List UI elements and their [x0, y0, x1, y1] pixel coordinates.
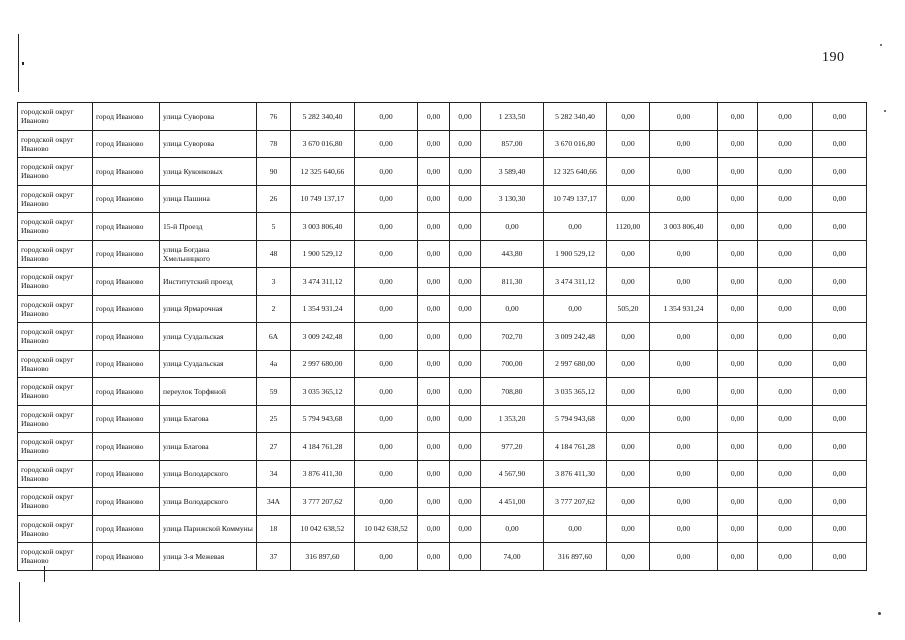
value-cell: 0,00 — [650, 543, 718, 571]
street-cell: улица Пашина — [160, 185, 257, 213]
okrug-cell: городской округ Иваново — [18, 268, 93, 296]
value-cell: 3 009 242,48 — [544, 323, 607, 351]
value-cell: 0,00 — [813, 488, 867, 516]
value-cell: 0,00 — [813, 295, 867, 323]
value-cell: 0,00 — [355, 103, 418, 131]
value-cell: 0,00 — [450, 543, 481, 571]
table-row — [18, 350, 867, 378]
binding-mark — [19, 582, 20, 622]
value-cell: 12 325 640,66 — [544, 158, 607, 186]
street-cell: улица Суворова — [160, 130, 257, 158]
value-cell: 0,00 — [813, 515, 867, 543]
house-cell: 90 — [257, 158, 291, 186]
value-cell: 0,00 — [718, 295, 758, 323]
value-cell: 0,00 — [607, 378, 650, 406]
table-row — [18, 433, 867, 461]
value-cell: 0,00 — [544, 515, 607, 543]
street-cell: Институтский проезд — [160, 268, 257, 296]
value-cell: 0,00 — [813, 433, 867, 461]
value-cell: 0,00 — [418, 323, 450, 351]
value-cell: 0,00 — [355, 433, 418, 461]
value-cell: 0,00 — [650, 405, 718, 433]
value-cell: 0,00 — [650, 433, 718, 461]
value-cell: 0,00 — [607, 103, 650, 131]
value-cell: 1 233,50 — [481, 103, 544, 131]
value-cell: 0,00 — [718, 433, 758, 461]
value-cell: 0,00 — [607, 488, 650, 516]
city-cell: город Иваново — [93, 433, 160, 461]
value-cell: 316 897,60 — [291, 543, 355, 571]
value-cell: 0,00 — [650, 350, 718, 378]
house-cell: 48 — [257, 240, 291, 268]
value-cell: 0,00 — [813, 378, 867, 406]
street-cell: улица Благова — [160, 405, 257, 433]
value-cell: 0,00 — [718, 268, 758, 296]
value-cell: 0,00 — [650, 158, 718, 186]
value-cell: 0,00 — [813, 103, 867, 131]
value-cell: 0,00 — [718, 543, 758, 571]
value-cell: 811,30 — [481, 268, 544, 296]
value-cell: 0,00 — [355, 488, 418, 516]
value-cell: 0,00 — [758, 240, 813, 268]
value-cell: 0,00 — [418, 268, 450, 296]
value-cell: 0,00 — [813, 543, 867, 571]
value-cell: 0,00 — [607, 323, 650, 351]
value-cell: 10 042 638,52 — [355, 515, 418, 543]
value-cell: 0,00 — [718, 515, 758, 543]
value-cell: 1 353,20 — [481, 405, 544, 433]
value-cell: 0,00 — [650, 268, 718, 296]
house-cell: 6А — [257, 323, 291, 351]
street-cell: улица Богдана Хмельницкого — [160, 240, 257, 268]
value-cell: 0,00 — [450, 103, 481, 131]
value-cell: 0,00 — [813, 460, 867, 488]
value-cell: 3 474 311,12 — [291, 268, 355, 296]
value-cell: 0,00 — [718, 213, 758, 241]
street-cell: улица 3-я Межевая — [160, 543, 257, 571]
value-cell: 0,00 — [355, 543, 418, 571]
house-cell: 37 — [257, 543, 291, 571]
value-cell: 1120,00 — [607, 213, 650, 241]
okrug-cell: городской округ Иваново — [18, 433, 93, 461]
value-cell: 0,00 — [718, 350, 758, 378]
value-cell: 0,00 — [758, 515, 813, 543]
value-cell: 0,00 — [418, 460, 450, 488]
value-cell: 0,00 — [718, 488, 758, 516]
house-cell: 18 — [257, 515, 291, 543]
value-cell: 0,00 — [418, 405, 450, 433]
value-cell: 0,00 — [355, 323, 418, 351]
value-cell: 0,00 — [450, 433, 481, 461]
value-cell: 10 042 638,52 — [291, 515, 355, 543]
table-row — [18, 543, 867, 571]
value-cell: 0,00 — [650, 378, 718, 406]
value-cell: 0,00 — [650, 130, 718, 158]
value-cell: 0,00 — [450, 405, 481, 433]
value-cell: 0,00 — [718, 185, 758, 213]
value-cell: 0,00 — [607, 350, 650, 378]
value-cell: 0,00 — [450, 240, 481, 268]
value-cell: 4 567,90 — [481, 460, 544, 488]
table-row — [18, 460, 867, 488]
value-cell: 3 003 806,40 — [291, 213, 355, 241]
street-cell: улица Суздальская — [160, 350, 257, 378]
value-cell: 1 354 931,24 — [291, 295, 355, 323]
value-cell: 0,00 — [650, 240, 718, 268]
value-cell: 4 184 761,28 — [544, 433, 607, 461]
value-cell: 12 325 640,66 — [291, 158, 355, 186]
table-row — [18, 378, 867, 406]
value-cell: 0,00 — [607, 433, 650, 461]
value-cell: 0,00 — [650, 488, 718, 516]
value-cell: 0,00 — [418, 350, 450, 378]
value-cell: 0,00 — [418, 130, 450, 158]
scan-speck — [878, 612, 881, 615]
value-cell: 3 876 411,30 — [544, 460, 607, 488]
table-row — [18, 213, 867, 241]
house-cell: 34А — [257, 488, 291, 516]
city-cell: город Иваново — [93, 130, 160, 158]
value-cell: 0,00 — [450, 515, 481, 543]
value-cell: 702,70 — [481, 323, 544, 351]
value-cell: 0,00 — [813, 240, 867, 268]
okrug-cell: городской округ Иваново — [18, 350, 93, 378]
value-cell: 0,00 — [355, 460, 418, 488]
value-cell: 0,00 — [355, 295, 418, 323]
value-cell: 857,00 — [481, 130, 544, 158]
value-cell: 3 876 411,30 — [291, 460, 355, 488]
table-row — [18, 295, 867, 323]
value-cell: 0,00 — [355, 405, 418, 433]
value-cell: 0,00 — [450, 268, 481, 296]
street-cell: улица Ярмарочная — [160, 295, 257, 323]
city-cell: город Иваново — [93, 378, 160, 406]
value-cell: 0,00 — [355, 213, 418, 241]
value-cell: 2 997 680,00 — [291, 350, 355, 378]
value-cell: 0,00 — [650, 323, 718, 351]
value-cell: 0,00 — [481, 295, 544, 323]
value-cell: 0,00 — [418, 543, 450, 571]
value-cell: 0,00 — [607, 185, 650, 213]
value-cell: 0,00 — [758, 350, 813, 378]
value-cell: 0,00 — [718, 405, 758, 433]
okrug-cell: городской округ Иваново — [18, 405, 93, 433]
city-cell: город Иваново — [93, 240, 160, 268]
value-cell: 10 749 137,17 — [544, 185, 607, 213]
value-cell: 0,00 — [355, 158, 418, 186]
value-cell: 0,00 — [355, 350, 418, 378]
value-cell: 3 009 242,48 — [291, 323, 355, 351]
value-cell: 0,00 — [450, 295, 481, 323]
binding-mark — [22, 62, 24, 65]
value-cell: 0,00 — [450, 350, 481, 378]
value-cell: 0,00 — [607, 158, 650, 186]
value-cell: 3 035 365,12 — [544, 378, 607, 406]
street-cell: переулок Торфяной — [160, 378, 257, 406]
city-cell: город Иваново — [93, 103, 160, 131]
value-cell: 0,00 — [758, 378, 813, 406]
value-cell: 3 035 365,12 — [291, 378, 355, 406]
value-cell: 2 997 680,00 — [544, 350, 607, 378]
value-cell: 0,00 — [355, 268, 418, 296]
value-cell: 0,00 — [450, 130, 481, 158]
value-cell: 0,00 — [450, 323, 481, 351]
value-cell: 1 900 529,12 — [291, 240, 355, 268]
house-cell: 34 — [257, 460, 291, 488]
binding-mark — [18, 34, 19, 92]
okrug-cell: городской округ Иваново — [18, 378, 93, 406]
value-cell: 0,00 — [450, 158, 481, 186]
value-cell: 0,00 — [450, 213, 481, 241]
value-cell: 0,00 — [813, 130, 867, 158]
value-cell: 0,00 — [758, 460, 813, 488]
house-cell: 59 — [257, 378, 291, 406]
city-cell: город Иваново — [93, 488, 160, 516]
value-cell: 0,00 — [418, 185, 450, 213]
value-cell: 0,00 — [355, 240, 418, 268]
table-row — [18, 240, 867, 268]
city-cell: город Иваново — [93, 350, 160, 378]
data-table — [17, 102, 867, 571]
value-cell: 5 794 943,68 — [291, 405, 355, 433]
value-cell: 0,00 — [813, 350, 867, 378]
value-cell: 0,00 — [758, 213, 813, 241]
table-row — [18, 405, 867, 433]
value-cell: 0,00 — [607, 515, 650, 543]
value-cell: 0,00 — [758, 488, 813, 516]
value-cell: 0,00 — [450, 488, 481, 516]
value-cell: 0,00 — [758, 130, 813, 158]
okrug-cell: городской округ Иваново — [18, 185, 93, 213]
value-cell: 3 589,40 — [481, 158, 544, 186]
value-cell: 0,00 — [450, 185, 481, 213]
okrug-cell: городской округ Иваново — [18, 130, 93, 158]
value-cell: 1 900 529,12 — [544, 240, 607, 268]
value-cell: 0,00 — [718, 240, 758, 268]
house-cell: 5 — [257, 213, 291, 241]
value-cell: 0,00 — [650, 460, 718, 488]
value-cell: 0,00 — [650, 515, 718, 543]
value-cell: 0,00 — [813, 268, 867, 296]
value-cell: 0,00 — [481, 213, 544, 241]
value-cell: 0,00 — [718, 158, 758, 186]
value-cell: 0,00 — [607, 130, 650, 158]
value-cell: 0,00 — [418, 295, 450, 323]
table-row — [18, 323, 867, 351]
value-cell: 708,80 — [481, 378, 544, 406]
value-cell: 0,00 — [758, 103, 813, 131]
value-cell: 3 777 207,62 — [544, 488, 607, 516]
value-cell: 0,00 — [758, 185, 813, 213]
okrug-cell: городской округ Иваново — [18, 460, 93, 488]
value-cell: 0,00 — [758, 323, 813, 351]
value-cell: 0,00 — [607, 460, 650, 488]
city-cell: город Иваново — [93, 515, 160, 543]
value-cell: 443,80 — [481, 240, 544, 268]
street-cell: улица Парижской Коммуны — [160, 515, 257, 543]
value-cell: 0,00 — [718, 460, 758, 488]
value-cell: 0,00 — [607, 543, 650, 571]
street-cell: улица Володарского — [160, 460, 257, 488]
house-cell: 25 — [257, 405, 291, 433]
scan-speck — [884, 110, 886, 112]
value-cell: 0,00 — [355, 185, 418, 213]
scan-speck — [880, 44, 882, 46]
value-cell: 0,00 — [650, 185, 718, 213]
value-cell: 700,00 — [481, 350, 544, 378]
street-cell: улица Суворова — [160, 103, 257, 131]
value-cell: 1 354 931,24 — [650, 295, 718, 323]
value-cell: 0,00 — [813, 323, 867, 351]
value-cell: 0,00 — [650, 103, 718, 131]
value-cell: 10 749 137,17 — [291, 185, 355, 213]
value-cell: 0,00 — [418, 158, 450, 186]
value-cell: 0,00 — [355, 378, 418, 406]
street-cell: 15-й Проезд — [160, 213, 257, 241]
value-cell: 0,00 — [418, 378, 450, 406]
table-row — [18, 268, 867, 296]
value-cell: 0,00 — [607, 268, 650, 296]
table-row — [18, 130, 867, 158]
okrug-cell: городской округ Иваново — [18, 213, 93, 241]
value-cell: 4 184 761,28 — [291, 433, 355, 461]
street-cell: улица Володарского — [160, 488, 257, 516]
okrug-cell: городской округ Иваново — [18, 103, 93, 131]
value-cell: 0,00 — [418, 515, 450, 543]
value-cell: 3 777 207,62 — [291, 488, 355, 516]
table-row — [18, 158, 867, 186]
value-cell: 0,00 — [418, 240, 450, 268]
value-cell: 0,00 — [718, 378, 758, 406]
table-row — [18, 185, 867, 213]
value-cell: 0,00 — [418, 488, 450, 516]
table-row — [18, 103, 867, 131]
value-cell: 505,20 — [607, 295, 650, 323]
city-cell: город Иваново — [93, 268, 160, 296]
value-cell: 0,00 — [758, 158, 813, 186]
city-cell: город Иваново — [93, 213, 160, 241]
value-cell: 316 897,60 — [544, 543, 607, 571]
value-cell: 0,00 — [758, 543, 813, 571]
value-cell: 0,00 — [758, 433, 813, 461]
value-cell: 0,00 — [813, 158, 867, 186]
value-cell: 5 282 340,40 — [291, 103, 355, 131]
street-cell: улица Кукоиковых — [160, 158, 257, 186]
city-cell: город Иваново — [93, 405, 160, 433]
house-cell: 76 — [257, 103, 291, 131]
city-cell: город Иваново — [93, 323, 160, 351]
city-cell: город Иваново — [93, 185, 160, 213]
value-cell: 5 282 340,40 — [544, 103, 607, 131]
value-cell: 0,00 — [607, 240, 650, 268]
value-cell: 0,00 — [544, 295, 607, 323]
city-cell: город Иваново — [93, 543, 160, 571]
value-cell: 3 474 311,12 — [544, 268, 607, 296]
okrug-cell: городской округ Иваново — [18, 158, 93, 186]
city-cell: город Иваново — [93, 158, 160, 186]
value-cell: 3 003 806,40 — [650, 213, 718, 241]
okrug-cell: городской округ Иваново — [18, 240, 93, 268]
value-cell: 0,00 — [418, 103, 450, 131]
okrug-cell: городской округ Иваново — [18, 488, 93, 516]
value-cell: 0,00 — [758, 295, 813, 323]
value-cell: 5 794 943,68 — [544, 405, 607, 433]
value-cell: 3 670 016,80 — [291, 130, 355, 158]
value-cell: 0,00 — [718, 130, 758, 158]
page-number: 190 — [822, 50, 845, 65]
house-cell: 78 — [257, 130, 291, 158]
street-cell: улица Благова — [160, 433, 257, 461]
value-cell: 74,00 — [481, 543, 544, 571]
city-cell: город Иваново — [93, 460, 160, 488]
value-cell: 0,00 — [813, 213, 867, 241]
table-row — [18, 515, 867, 543]
okrug-cell: городской округ Иваново — [18, 515, 93, 543]
value-cell: 3 130,30 — [481, 185, 544, 213]
value-cell: 0,00 — [718, 323, 758, 351]
value-cell: 0,00 — [758, 405, 813, 433]
value-cell: 977,20 — [481, 433, 544, 461]
okrug-cell: городской округ Иваново — [18, 295, 93, 323]
value-cell: 4 451,00 — [481, 488, 544, 516]
okrug-cell: городской округ Иваново — [18, 543, 93, 571]
value-cell: 0,00 — [481, 515, 544, 543]
value-cell: 0,00 — [607, 405, 650, 433]
value-cell: 0,00 — [813, 185, 867, 213]
value-cell: 0,00 — [450, 460, 481, 488]
value-cell: 0,00 — [355, 130, 418, 158]
value-cell: 0,00 — [813, 405, 867, 433]
house-cell: 27 — [257, 433, 291, 461]
house-cell: 4а — [257, 350, 291, 378]
house-cell: 3 — [257, 268, 291, 296]
house-cell: 2 — [257, 295, 291, 323]
value-cell: 0,00 — [418, 433, 450, 461]
value-cell: 0,00 — [418, 213, 450, 241]
city-cell: город Иваново — [93, 295, 160, 323]
value-cell: 0,00 — [450, 378, 481, 406]
value-cell: 0,00 — [718, 103, 758, 131]
house-cell: 26 — [257, 185, 291, 213]
street-cell: улица Суздальская — [160, 323, 257, 351]
value-cell: 3 670 016,80 — [544, 130, 607, 158]
okrug-cell: городской округ Иваново — [18, 323, 93, 351]
value-cell: 0,00 — [544, 213, 607, 241]
value-cell: 0,00 — [758, 268, 813, 296]
table-row — [18, 488, 867, 516]
